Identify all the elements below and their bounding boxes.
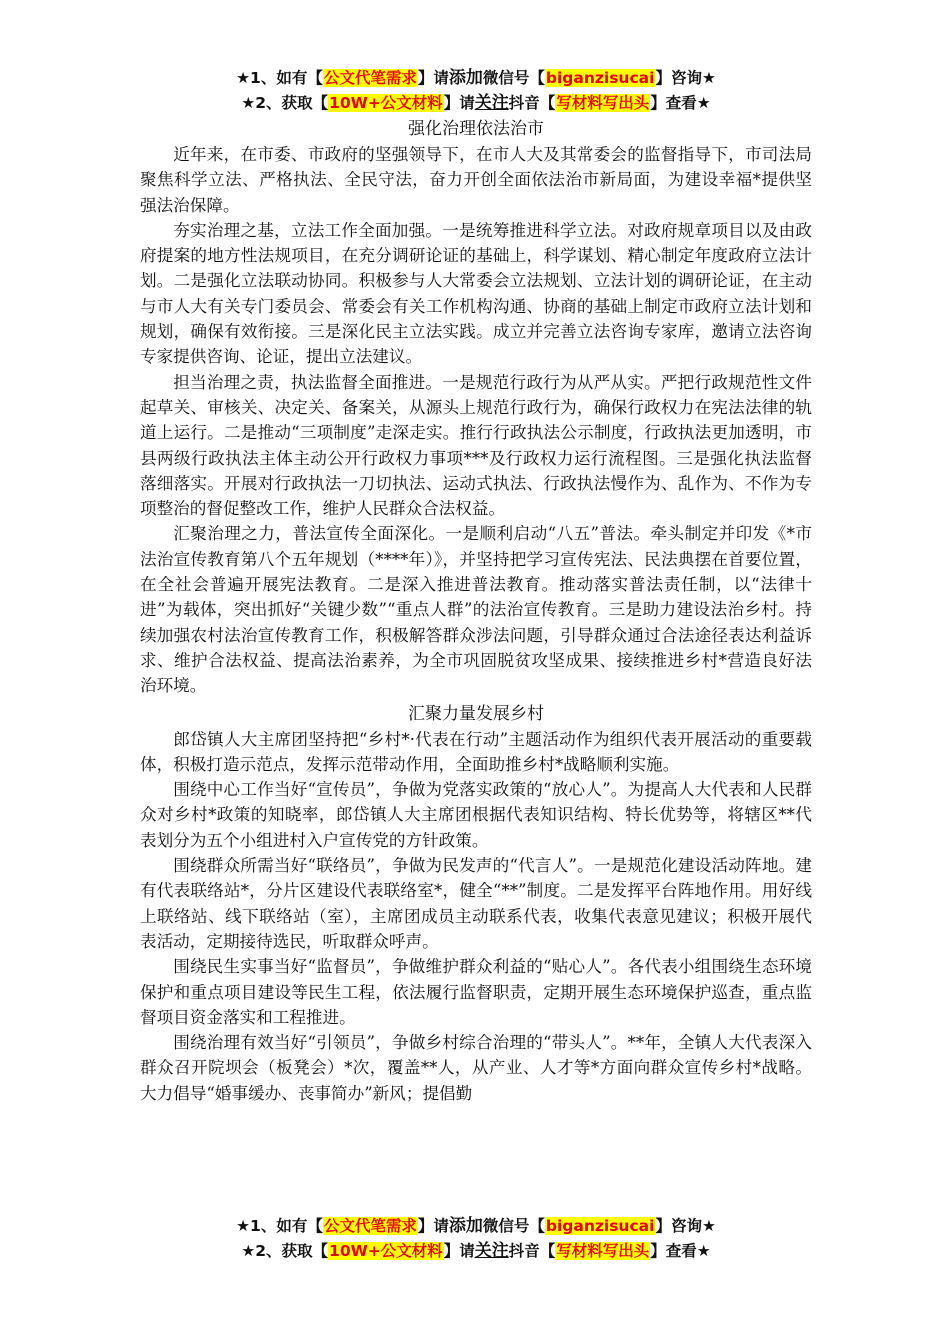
- banner-emphasis: 关注: [474, 1241, 509, 1261]
- banner-highlight: 写材料写出头: [556, 1242, 650, 1260]
- banner-text: 】咨询★: [655, 69, 716, 87]
- bottom-promo-banner: [140, 1214, 812, 1264]
- banner-text: 】咨询★: [655, 1217, 716, 1235]
- article-paragraph: 围绕群众所需当好“联络员”，争做为民发声的“代言人”。一是规范化建设活动阵地。建有代表联络站*，分片区建设代表联络室*，健全“**”制度。二是发挥平台阵地作用。用好线上联络站、线下联络站（室），主席团成员主动联系代表，收集代表意见建议；积极开展代表活动，定期接待选民，听取群众呼声。: [140, 856, 812, 951]
- promo-banner-line-1: [140, 66, 812, 91]
- banner-highlight: 10W+公文材料: [329, 1242, 443, 1260]
- banner-highlight: biganzisucai: [545, 69, 655, 87]
- article-paragraph: 担当治理之责，执法监督全面推进。一是规范行政行为从严从实。严把行政规范性文件起草关、审核关、决定关、备案关，从源头上规范行政行为，确保行政权力在宪法法律的轨道上运行。二是推动“三项制度”走深走实。推行行政执法公示制度，行政执法更加透明，市县两级行政执法主体主动公开行政权力事项***及行政权力运行流程图。三是强化执法监督落细落实。开展对行政执法一刀切执法、运动式执法、行政执法慢作为、乱作为、不作为专项整治的督促整改工作，维护人民群众合法权益。: [140, 372, 812, 519]
- article-paragraph: 汇聚治理之力，普法宣传全面深化。一是顺利启动“八五”普法。牵头制定并印发《*市法治宣传教育第八个五年规划（****年）》，并坚持把学习宣传宪法、民法典摆在首要位置，在全社会普遍开展宪法教育。二是深入推进普法教育。推动落实普法责任制，以“法律十进”为载体，突出抓好“关键少数”“重点人群”的法治宣传教育。三是助力建设法治乡村。持续加强农村法治宣传教育工作，积极解答群众涉法问题，引导群众通过合法途径表达利益诉求、维护合法权益、提高法治素养，为全市巩固脱贫攻坚成果、接续推进乡村*营造良好法治环境。: [140, 524, 812, 696]
- article-paragraph: 郎岱镇人大主席团坚持把“乡村*·代表在行动”主题活动作为组织代表开展活动的重要载体，积极打造示范点，发挥示范带动作用，全面助推乡村*战略顺利实施。: [140, 729, 812, 774]
- banner-highlight: 10W+公文材料: [329, 94, 443, 112]
- banner-text: ★2、获取【: [241, 94, 329, 112]
- banner-emphasis: 添加: [448, 1216, 483, 1236]
- article-paragraph: 近年来，在市委、市政府的坚强领导下，在市人大及其常委会的监督指导下，市司法局聚焦科学立法、严格执法、全民守法，奋力开创全面依法治市新局面，为建设幸福*提供坚强法治保障。: [140, 145, 812, 215]
- banner-text: ★1、如有【: [236, 1217, 323, 1235]
- banner-text: ★1、如有【: [236, 69, 323, 87]
- banner-emphasis: 关注: [474, 93, 509, 113]
- banner-text: 】请: [443, 94, 475, 112]
- banner-highlight: biganzisucai: [545, 1217, 655, 1235]
- document-page: [140, 66, 812, 1106]
- banner-text: 抖音【: [508, 1242, 556, 1260]
- article-title: 强化治理依法治市: [408, 119, 544, 139]
- banner-highlight: 公文代笔需求: [323, 1217, 417, 1235]
- banner-highlight: 公文代笔需求: [323, 69, 417, 87]
- banner-text: 】请: [417, 1217, 449, 1235]
- banner-text: 】查看★: [650, 1242, 711, 1260]
- article-paragraph: 围绕民生实事当好“监督员”，争做维护群众利益的“贴心人”。各代表小组围绕生态环境保护和重点项目建设等民生工程，依法履行监督职责，定期开展生态环境保护巡查，重点监督项目资金落实和工程推进。: [140, 957, 812, 1027]
- promo-banner-line-2: [140, 91, 812, 116]
- banner-text: 】请: [443, 1242, 475, 1260]
- banner-highlight: 写材料写出头: [556, 94, 650, 112]
- article-paragraph: 夯实治理之基，立法工作全面加强。一是统筹推进科学立法。对政府规章项目以及由政府提案的地方性法规项目，在充分调研论证的基础上，科学谋划、精心制定年度政府立法计划。二是强化立法联动协同。积极参与人大常委会立法规划、立法计划的调研论证，在主动与市人大有关专门委员会、常委会有关工作机构沟通、协商的基础上制定市政府立法计划和规划，确保有效衔接。三是深化民主立法实践。成立并完善立法咨询专家库，邀请立法咨询专家提供咨询、论证，提出立法建议。: [140, 220, 812, 367]
- article-title: 汇聚力量发展乡村: [408, 703, 544, 724]
- banner-text: 】请: [417, 69, 449, 87]
- banner-text: 抖音【: [508, 94, 556, 112]
- banner-text: 微信号【: [482, 1217, 545, 1235]
- promo-banner-line-1: [140, 1214, 812, 1239]
- banner-emphasis: 添加: [448, 68, 483, 88]
- banner-text: 】查看★: [650, 94, 711, 112]
- article-paragraph: 围绕中心工作当好“宣传员”，争做为党落实政策的“放心人”。为提高人大代表和人民群众对乡村*政策的知晓率，郎岱镇人大主席团根据代表知识结构、特长优势等，将辖区**代表划分为五个小组进村入户宣传党的方针政策。: [140, 780, 812, 850]
- article-paragraph: 围绕治理有效当好“引领员”，争做乡村综合治理的“带头人”。**年，全镇人大代表深入群众召开院坝会（板凳会）*次，覆盖**人，从产业、人才等*方面向群众宣传乡村*战略。大力倡导“婚事缓办、丧事简办”新风；提倡勤: [140, 1033, 812, 1103]
- banner-text: ★2、获取【: [241, 1242, 329, 1260]
- promo-banner-line-2: [140, 1239, 812, 1264]
- banner-text: 微信号【: [482, 69, 545, 87]
